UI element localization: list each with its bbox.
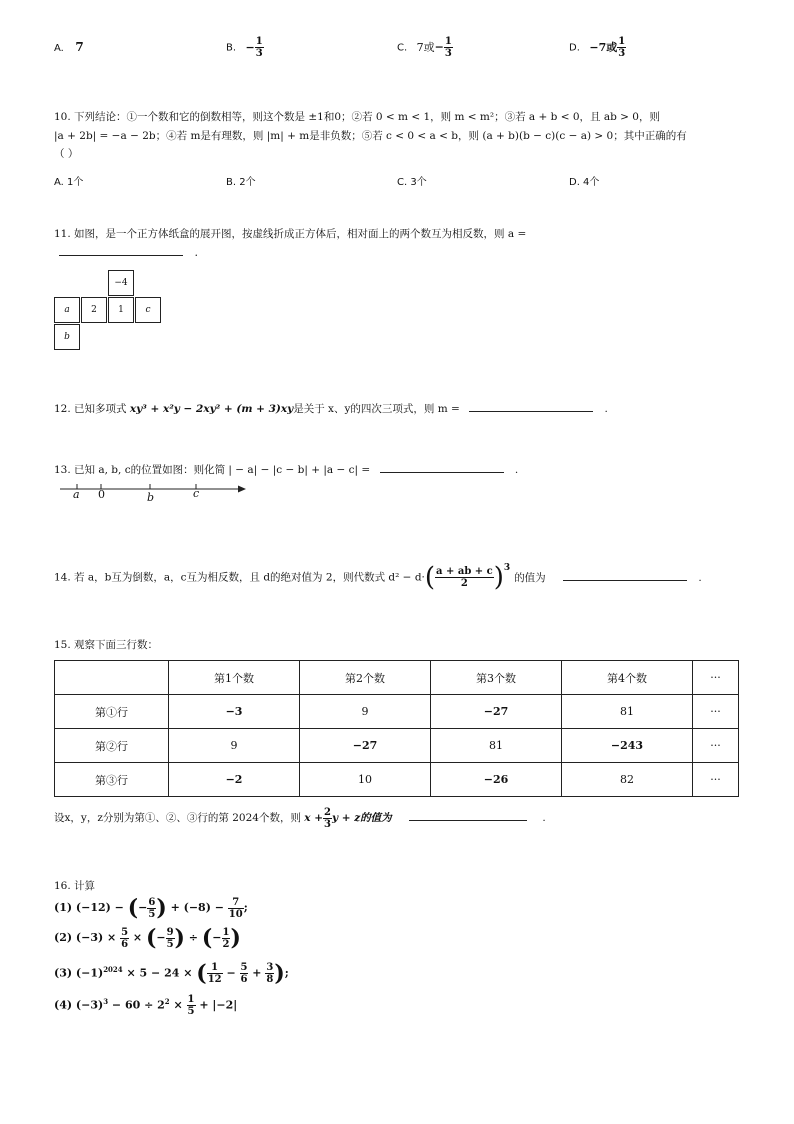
number-line-label-b: b (147, 491, 155, 504)
q16-item-3: (3) $(-1)^{2024} \times 5 - 24$ × ( $\frac{1}{12}$ − $\frac{5}{6}$ + $\frac{3}{8}$ ); (54, 960, 289, 987)
fraction: $\frac{2}{3}$ (324, 806, 331, 830)
answer-blank[interactable] (409, 808, 527, 821)
q10-option-c: C. 3个 (397, 177, 427, 188)
fraction: $\frac{a + ab + c}{2}$ (436, 566, 493, 589)
q16-title: 16. 计算 (54, 880, 96, 892)
q16-item-4: (4) $(-3)^3 - 60 \div 2^2$ × $\frac{1}{5}$ + |−2| (54, 994, 238, 1018)
q11-answer-line: . (59, 243, 198, 259)
q11-text: 11. 如图，是一个正方体纸盒的展开图，按虚线折成正方体后，相对面上的两个数互为相反数，则 a = (54, 228, 527, 240)
cube-face-2: 2 (81, 297, 107, 323)
q10-line2: |a + 2b| = −a − 2b；④若 m是有理数，则 |m| + m是非负数；⑤若 c < 0 < a < b，则 (a + b)(b − c)(c − a) > 0；其中正确的有 (54, 130, 687, 142)
q16-item-2: (2) (−3) × $\frac{5}{6}$ × (− $\frac{9}{5}$ ) ÷ (− $\frac{1}{2}$ ) (54, 925, 241, 951)
fraction: $\frac{1}{3}$ (618, 36, 626, 59)
table-row: 第①行 −3 9 −27 81 ··· (55, 695, 739, 729)
q12-question: 12. 已知多项式 xy³ + x²y − 2xy² + (m + 3)xy是关于 x、y的四次三项式，则 m = . (54, 399, 608, 416)
number-line-label-0: 0 (98, 488, 105, 501)
cube-face-b: b (54, 324, 80, 350)
answer-blank[interactable] (469, 399, 593, 412)
q9-option-a: A. 7 (54, 40, 84, 54)
cube-face-c: c (135, 297, 161, 323)
cube-face-1: 1 (108, 297, 134, 323)
number-line-label-c: c (193, 487, 200, 500)
table-header: 第1个数 第2个数 第3个数 第4个数 ··· (55, 661, 739, 695)
q9-option-d: D. −7或 $\frac{1}{3}$ (569, 36, 626, 59)
q9-option-c: C. 7或− $\frac{1}{3}$ (397, 36, 452, 59)
q15-title: 15. 观察下面三行数： (54, 639, 159, 651)
cube-face-a: a (54, 297, 80, 323)
answer-blank[interactable] (563, 568, 687, 581)
table-row: 第③行 −2 10 −26 82 ··· (55, 763, 739, 797)
answer-blank[interactable] (380, 460, 504, 473)
q10-line1: 10. 下列结论：①一个数和它的倒数相等，则这个数是 ±1和0；②若 0 < m < 1，则 m < m²；③若 a + b < 0，且 ab > 0，则 (54, 111, 660, 123)
q10-option-b: B. 2个 (226, 177, 256, 188)
q14-question: 14. 若 a，b互为倒数，a，c互为相反数，且 d的绝对值为 2，则代数式 d² − d·( $\frac{a + ab + c}{2}$ )$^3$的值为 . (54, 562, 702, 593)
q16-item-1: (1) (−12) − (− $\frac{6}{5}$ ) + (−8) − $\frac{7}{10}$ ; (54, 895, 248, 921)
table-row: 第②行 9 −27 81 −243 ··· (55, 729, 739, 763)
fraction: $\frac{1}{3}$ (255, 36, 263, 59)
q9-option-b: B. − $\frac{1}{3}$ (226, 36, 263, 59)
q10-line3: （ ） (54, 148, 79, 160)
q10-option-a: A. 1个 (54, 177, 84, 188)
number-table (54, 660, 739, 797)
number-line-label-a: a (73, 488, 80, 501)
cube-face-top: −4 (108, 270, 134, 296)
fraction: $\frac{1}{3}$ (444, 36, 452, 59)
answer-blank[interactable] (59, 243, 183, 256)
q10-option-d: D. 4个 (569, 177, 600, 188)
q15-footer: 设x，y，z分别为第①、②、③行的第 2024个数，则 x + $\frac{2}{3}$ y + z的值为 . (54, 806, 546, 830)
q13-question: 13. 已知 a, b, c的位置如图：则化简 | − a| − |c − b| + |a − c| = . (54, 460, 518, 477)
